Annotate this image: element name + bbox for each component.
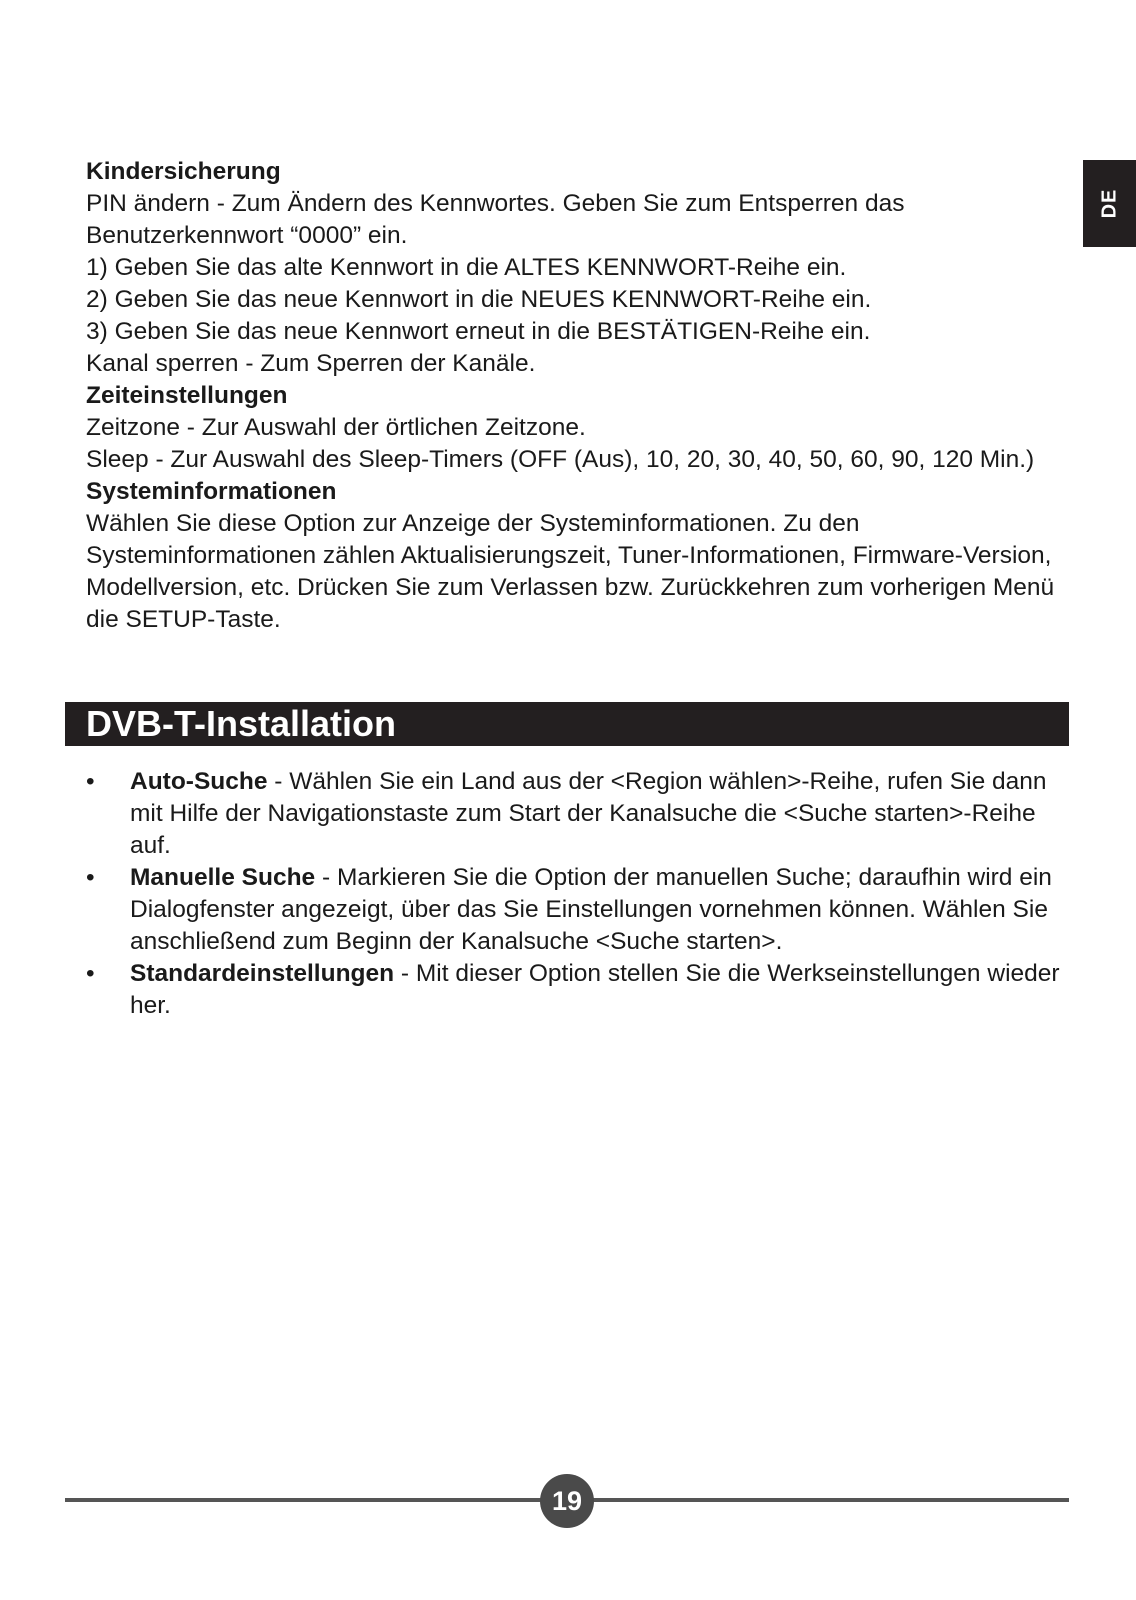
list-item-standardeinstellungen: [86, 958, 1071, 1022]
text-step-3: 3) Geben Sie das neue Kennwort erneut in die BESTÄTIGEN-Reihe ein.: [86, 318, 871, 345]
footer-divider-left: [65, 1498, 545, 1502]
section-title-dvbt: DVB-T-Installation: [65, 702, 1069, 746]
heading-systeminformationen: Systeminformationen: [86, 478, 337, 505]
desc-standardeinstellungen: - Mit dieser Option stellen Sie die Werkseinstellungen wieder her.: [130, 960, 1060, 1019]
text-zeitzone: Zeitzone - Zur Auswahl der örtlichen Zeitzone.: [86, 414, 586, 441]
footer-divider-right: [589, 1498, 1069, 1502]
bullet-icon: •: [86, 960, 95, 987]
term-auto-suche: Auto-Suche: [130, 768, 268, 795]
text-step-1: 1) Geben Sie das alte Kennwort in die ALTES KENNWORT-Reihe ein.: [86, 254, 847, 281]
list-item-auto-suche: [86, 766, 1071, 862]
bullet-icon: •: [86, 864, 95, 891]
bullet-icon: •: [86, 768, 95, 795]
text-sleep: Sleep - Zur Auswahl des Sleep-Timers (OFF (Aus), 10, 20, 30, 40, 50, 60, 90, 120 Min.): [86, 446, 1035, 473]
text-pin-aendern: PIN ändern - Zum Ändern des Kennwortes. Geben Sie zum Entsperren das Benutzerkennwort “0000” ein.: [86, 190, 905, 249]
desc-auto-suche: - Wählen Sie ein Land aus der <Region wählen>-Reihe, rufen Sie dann mit Hilfe der Navigationstaste zum Start der Kanalsuche die <Suche starten>-Reihe auf.: [130, 768, 1047, 859]
language-tab-label: DE: [1097, 188, 1120, 219]
text-systeminformationen: Wählen Sie diese Option zur Anzeige der Systeminformationen. Zu den Systeminformationen zählen Aktualisierungszeit, Tuner-Informationen, Firmware-Version, Modellversion, etc. Drücken Sie zum Verlassen bzw. Zurückkehren zum vorherigen Menü die SETUP-Taste.: [86, 510, 1055, 633]
term-standardeinstellungen: Standardeinstellungen: [130, 960, 395, 987]
text-step-2: 2) Geben Sie das neue Kennwort in die NEUES KENNWORT-Reihe ein.: [86, 286, 872, 313]
list-item-manuelle-suche: [86, 862, 1071, 958]
main-content: [86, 156, 1061, 636]
language-tab: [1083, 160, 1136, 247]
desc-manuelle-suche: - Markieren Sie die Option der manuellen Suche; daraufhin wird ein Dialogfenster angezeigt, über das Sie Einstellungen vornehmen können. Wählen Sie anschließend zum Beginn der Kanalsuche <Suche starten>.: [130, 864, 1052, 955]
page-number: 19: [540, 1474, 594, 1528]
heading-zeiteinstellungen: Zeiteinstellungen: [86, 382, 288, 409]
text-kanal-sperren: Kanal sperren - Zum Sperren der Kanäle.: [86, 350, 536, 377]
heading-kindersicherung: Kindersicherung: [86, 158, 281, 185]
dvbt-bullet-list: [86, 766, 1071, 1022]
term-manuelle-suche: Manuelle Suche: [130, 864, 316, 891]
